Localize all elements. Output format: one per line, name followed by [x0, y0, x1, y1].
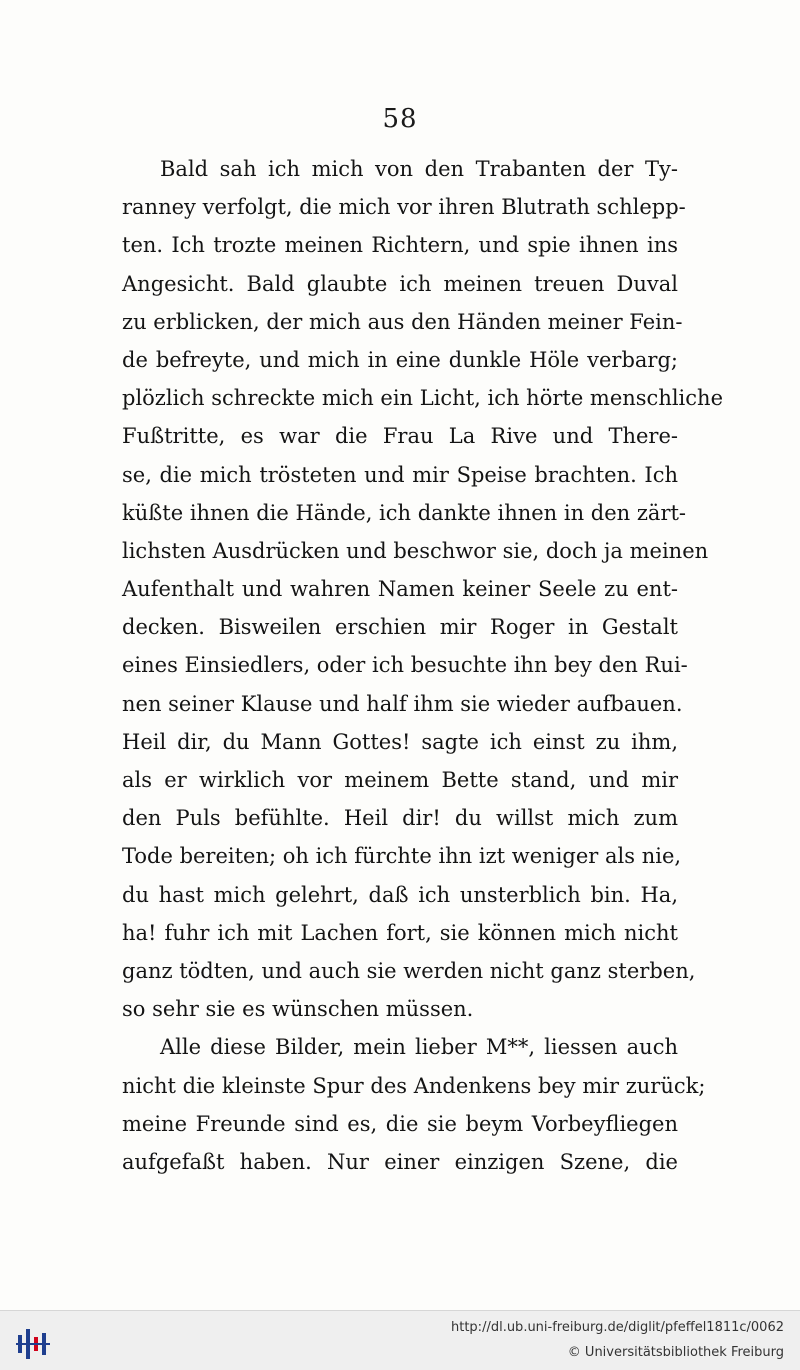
- text-line: aufgefaßt haben. Nur einer einzigen Szene, die: [122, 1149, 678, 1174]
- text-line: so sehr sie es wünschen müssen.: [122, 997, 474, 1022]
- copyright-text: © Universitätsbibliothek Freiburg: [567, 1345, 784, 1360]
- text-line: plözlich schreckte mich ein Licht, ich hörte menschliche: [122, 386, 723, 411]
- text-line: de befreyte, und mich in eine dunkle Höle verbarg;: [122, 347, 678, 372]
- text-line: du hast mich gelehrt, daß ich unsterblich bin. Ha,: [122, 882, 678, 907]
- text-line: Tode bereiten; oh ich fürchte ihn izt weniger als nie,: [122, 844, 682, 869]
- text-line: Angesicht. Bald glaubte ich meinen treuen Duval: [122, 271, 678, 296]
- text-line: decken. Bisweilen erschien mir Roger in Gestalt: [122, 615, 678, 640]
- text-line: nen seiner Klause und half ihm sie wieder aufbauen.: [122, 691, 683, 716]
- text-line: den Puls befühlte. Heil dir! du willst mich zum: [122, 806, 678, 831]
- body-text: [122, 150, 723, 1181]
- text-line: ganz tödten, und auch sie werden nicht ganz sterben,: [122, 958, 696, 983]
- text-line: zu erblicken, der mich aus den Händen meiner Fein-: [122, 309, 683, 334]
- text-line: lichsten Ausdrücken und beschwor sie, doch ja meinen: [122, 538, 709, 563]
- text-line: als er wirklich vor meinem Bette stand, und mir: [122, 768, 678, 792]
- footer-bar: [0, 1310, 800, 1370]
- text-line: meine Freunde sind es, die sie beym Vorbeyfliegen: [122, 1111, 678, 1136]
- page-number: 58: [382, 104, 418, 134]
- text-line: se, die mich trösteten und mir Speise brachten. Ich: [122, 462, 678, 487]
- text-line: ten. Ich trozte meinen Richtern, und spie ihnen ins: [122, 233, 678, 258]
- permalink-link[interactable]: http://dl.ub.uni-freiburg.de/diglit/pfeffel1811c/0062: [451, 1320, 784, 1335]
- text-line: Aufenthalt und wahren Namen keiner Seele zu ent-: [122, 577, 678, 602]
- text-line: nicht die kleinste Spur des Andenkens bey mir zurück;: [122, 1073, 706, 1098]
- ub-freiburg-logo-icon: [14, 1323, 54, 1363]
- text-line: Fußtritte, es war die Frau La Rive und There-: [122, 424, 678, 449]
- text-line: Alle diese Bilder, mein lieber M**, liessen auch: [160, 1035, 678, 1060]
- text-line: Heil dir, du Mann Gottes! sagte ich einst zu ihm,: [122, 729, 678, 754]
- text-line: eines Einsiedlers, oder ich besuchte ihn bey den Rui-: [122, 653, 688, 678]
- text-line: küßte ihnen die Hände, ich dankte ihnen in den zärt-: [122, 500, 687, 525]
- text-line: ranney verfolgt, die mich vor ihren Blutrath schlepp-: [122, 195, 686, 220]
- text-line: Bald sah ich mich von den Trabanten der Ty-: [160, 157, 678, 181]
- text-line: ha! fuhr ich mit Lachen fort, sie können mich nicht: [122, 920, 678, 945]
